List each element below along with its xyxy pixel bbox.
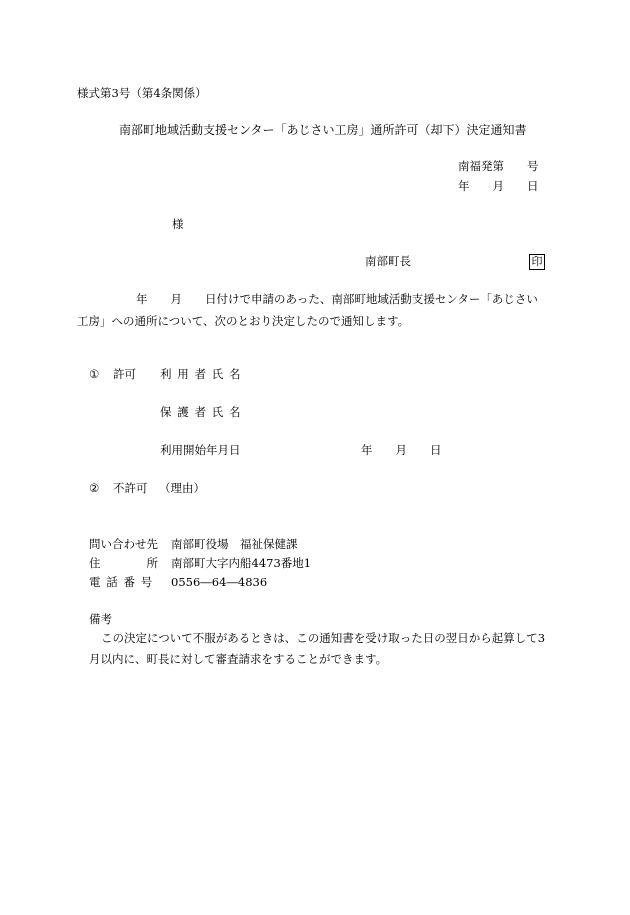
address-label: 住 所 xyxy=(89,556,158,570)
user-name-label: 利用者氏名 xyxy=(160,367,247,381)
address-value: 南部町大字内船4473番地1 xyxy=(171,556,312,570)
deny-marker: ② xyxy=(89,481,100,495)
permit-label: 許可 xyxy=(113,367,136,381)
deny-reason-label: （理由） xyxy=(159,481,205,495)
remarks-line-2: 月以内に、町長に対して審査請求をすることができます。 xyxy=(89,652,388,666)
official-seal xyxy=(529,254,545,270)
addressee-suffix: 様 xyxy=(172,217,184,231)
inquiry-label: 問い合わせ先 xyxy=(89,537,158,551)
document-date: 年 月 日 xyxy=(458,179,539,193)
deny-label: 不許可 xyxy=(113,481,148,495)
start-date-value: 年 月 日 xyxy=(361,443,442,457)
inquiry-value: 南部町役場 福祉保健課 xyxy=(171,537,298,551)
remarks-heading: 備考 xyxy=(89,612,112,626)
form-number: 様式第3号（第4条関係） xyxy=(77,86,207,100)
remarks-line-1: この決定について不服があるときは、この通知書を受け取った日の翌日から起算して3 xyxy=(101,631,546,645)
issuer-name: 南部町長 xyxy=(365,254,411,268)
permit-marker: ① xyxy=(89,367,100,381)
body-text-line-2: 工房」への通所について、次のとおり決定したので通知します。 xyxy=(77,314,410,328)
document-title: 南部町地域活動支援センター「あじさい工房」通所許可（却下）決定通知書 xyxy=(119,123,527,137)
guardian-name-label: 保護者氏名 xyxy=(160,405,247,419)
phone-value: 0556―64―4836 xyxy=(171,575,268,589)
body-text-line-1: 年 月 日付けで申請のあった、南部町地域活動支援センター「あじさい xyxy=(136,292,538,306)
phone-label: 電話番号 xyxy=(89,575,158,589)
start-date-label: 利用開始年月日 xyxy=(160,443,241,457)
seal-mark: 印 xyxy=(529,254,545,270)
document-number: 南福発第 号 xyxy=(458,159,539,173)
